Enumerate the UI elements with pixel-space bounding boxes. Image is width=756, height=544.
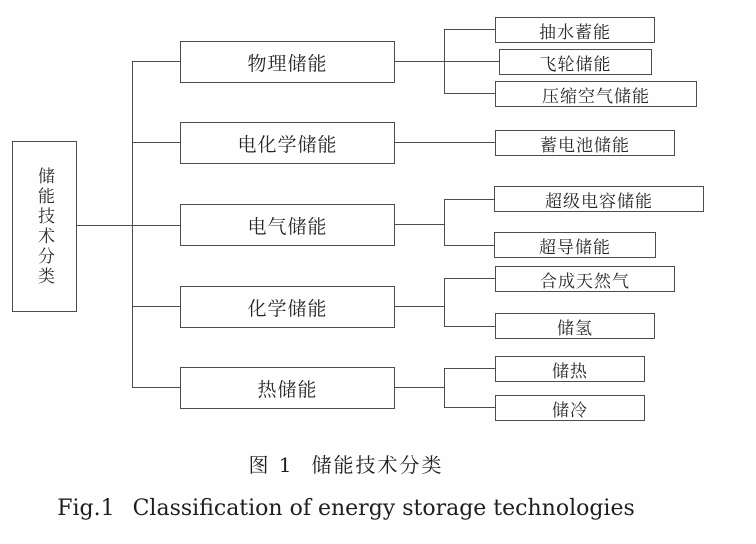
- node-cold-storage: [495, 395, 645, 421]
- node-label: 化学储能: [247, 297, 328, 320]
- connector-branch-1: [132, 61, 180, 62]
- node-syngas: [495, 266, 675, 292]
- connector-superconducting: [444, 245, 495, 246]
- caption-chinese: [0, 452, 692, 479]
- connector-heat: [444, 368, 495, 369]
- node-label: 抽水蓄能: [539, 22, 611, 43]
- connector-electrical-vert: [444, 199, 445, 245]
- node-root: [12, 141, 77, 312]
- node-label: 物理储能: [247, 52, 328, 75]
- node-electrical-storage: [180, 204, 395, 246]
- node-thermal-storage: [180, 367, 395, 409]
- connector-branch-4: [132, 306, 180, 307]
- node-label: 电气储能: [247, 215, 328, 238]
- node-superconducting: [494, 232, 656, 258]
- connector-physical-out: [394, 61, 444, 62]
- node-compressed-air: [495, 81, 697, 107]
- caption-english-text: Classification of energy storage technologies: [132, 496, 635, 521]
- node-label: 热储能: [257, 378, 318, 401]
- connector-compressed-air: [444, 93, 495, 94]
- node-electrochemical-storage: [180, 122, 395, 164]
- node-label: 储氢: [557, 318, 593, 339]
- caption-english-number: Fig.1: [57, 496, 115, 521]
- caption-chinese-number: 图 1: [248, 453, 294, 477]
- connector-hydrogen: [444, 326, 495, 327]
- connector-thermal-out: [394, 387, 444, 388]
- connector-root: [77, 225, 180, 226]
- caption-english: [0, 494, 692, 523]
- node-label: 蓄电池储能: [540, 135, 630, 156]
- connector-battery: [394, 142, 495, 143]
- node-flywheel: [499, 49, 652, 75]
- node-root-label: 储能技术分类: [34, 166, 54, 287]
- connector-chemical-vert: [444, 278, 445, 326]
- node-label: 合成天然气: [540, 271, 630, 292]
- node-heat-storage: [495, 356, 645, 382]
- connector-branch-2: [132, 142, 180, 143]
- node-pumped-hydro: [495, 17, 655, 43]
- node-physical-storage: [180, 41, 395, 83]
- connector-flywheel: [444, 61, 499, 62]
- node-battery: [495, 130, 675, 156]
- connector-branch-5: [132, 387, 180, 388]
- node-label: 储冷: [552, 400, 588, 421]
- node-label: 压缩空气储能: [542, 86, 650, 107]
- connector-electrical-out: [394, 224, 444, 225]
- connector-thermal-vert: [444, 368, 445, 407]
- node-label: 储热: [552, 361, 588, 382]
- node-supercapacitor: [494, 186, 704, 212]
- node-label: 超级电容储能: [545, 191, 653, 212]
- connector-chemical-out: [394, 306, 444, 307]
- connector-pumped-hydro: [444, 29, 495, 30]
- caption-chinese-text: 储能技术分类: [311, 453, 444, 477]
- connector-syngas: [444, 278, 495, 279]
- connector-supercapacitor: [444, 199, 495, 200]
- node-hydrogen: [495, 313, 655, 339]
- node-label: 超导储能: [539, 237, 611, 258]
- node-label: 电化学储能: [237, 133, 338, 156]
- node-label: 飞轮储能: [539, 54, 612, 75]
- connector-cold: [444, 407, 495, 408]
- node-chemical-storage: [180, 286, 395, 328]
